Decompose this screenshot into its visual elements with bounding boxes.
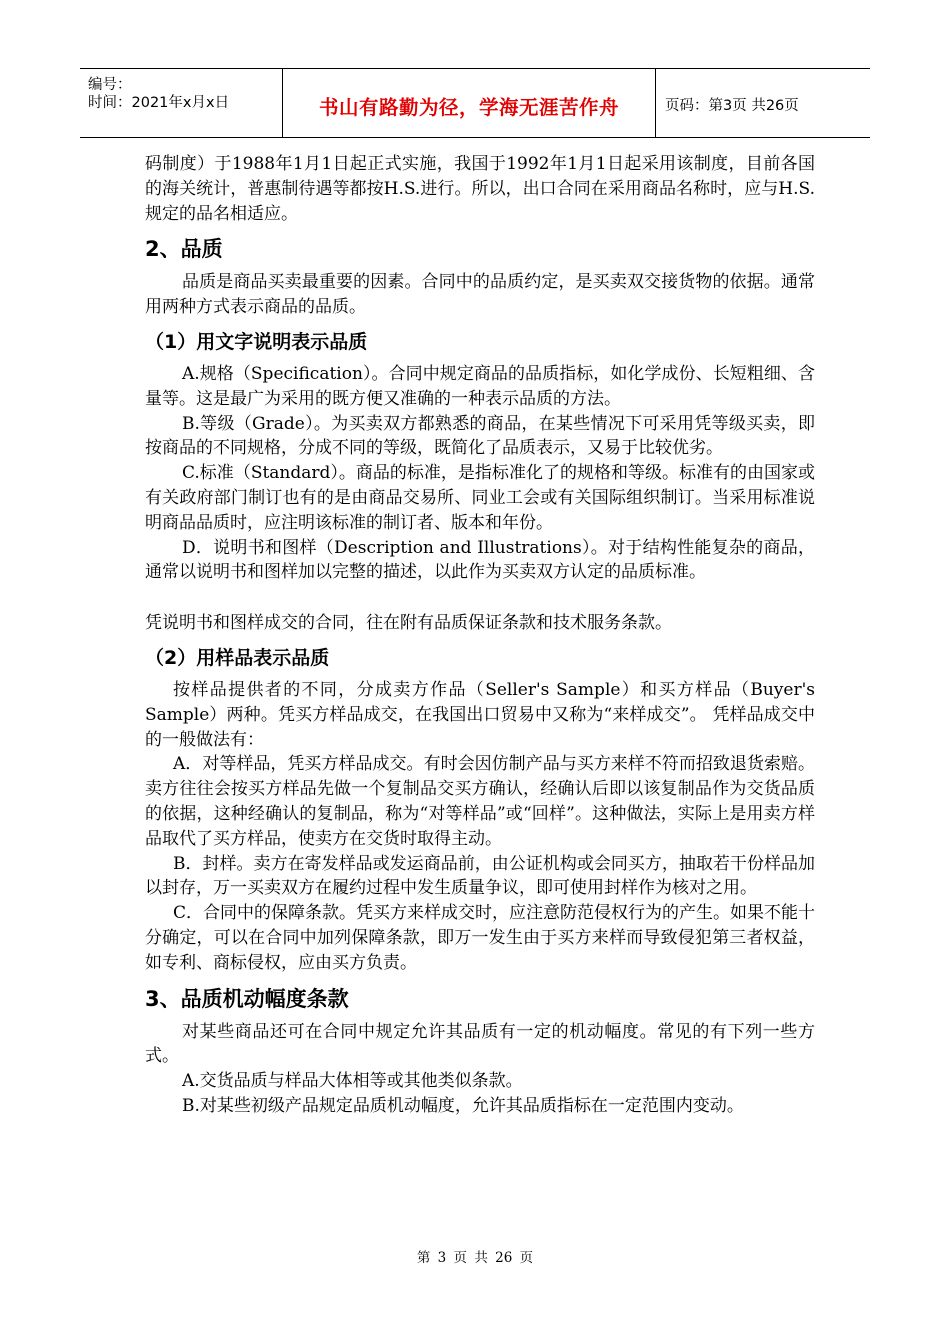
page-footer: 第 3 页 共 26 页 [416,1250,534,1266]
paragraph-counter-sample: A．对等样品，凭买方样品成交。有时会因仿制产品与买方来样不符而招致退货索赔。卖方往往会按买方样品先做一个复制品交买方确认，经确认后即以该复制品作为交货品质的依据，这种经确认的复制品，称为“对等样品”或“回样”。这种做法，实际上是用卖方样品取代了买方样品，使卖方在交货时取得主动。 [145,754,815,849]
paragraph-sample-intro: 按样品提供者的不同，分成卖方作品（Seller's Sample）和买方样品（Buyer's Sample）两种。凭买方样品成交，在我国出口贸易中又称为“来样成交”。 凭样品成交中的一般做法有： [145,679,815,750]
paragraph-description-contract: 凭说明书和图样成交的合同，往在附有品质保证条款和技术服务条款。 [145,613,672,634]
header-motto-cell [282,69,656,137]
paragraph-grade: B.等级（Grade）。为买卖双方都熟悉的商品，在某些情况下可采用凭等级买卖，即按商品的不同规格，分成不同的等级，既简化了品质表示，又易于比较优劣。 [145,413,815,459]
paragraph-description-illustrations: D．说明书和图样（Description and Illustrations）。对于结构性能复杂的商品，通常以说明书和图样加以完整的描述，以此作为买卖双方认定的品质标准。 [145,537,815,583]
paragraph-standard: C.标准（Standard）。商品的标准，是指标准化了的规格和等级。标准有的由国家或有关政府部门制订也有的是由商品交易所、同业工会或有关国际组织制订。当采用标准说明商品品质时，应注明该标准的制订者、版本和年份。 [145,463,815,533]
paragraph-specification: A.规格（Specification）。合同中规定商品的品质指标，如化学成份、长短粗细、含量等。这是最广为采用的既方便又准确的一种表示品质的方法。 [145,363,815,409]
section-heading-quality: 2、品质 [145,237,223,262]
header-page-info: 页码：第3页 共26页 [665,98,799,114]
intro-paragraph: 码制度）于1988年1月1日起正式实施，我国于1992年1月1日起采用该制度，目前各国的海关统计，普惠制待遇等都按H.S.进行。所以，出口合同在采用商品名称时，应与H.S.规定的品名相适应。 [145,154,815,224]
quality-paragraph: 品质是商品买卖最重要的因素。合同中的品质约定，是买卖双交接货物的依据。通常用两种方式表示商品的品质。 [145,272,815,318]
paragraph-range-a: A.交货品质与样品大体相等或其他类似条款。 [182,1071,523,1092]
paragraph-sealed-sample: B．封样。卖方在寄发样品或发运商品前，由公证机构或会同买方，抽取若干份样品加以封存，万一买卖双方在履约过程中发生质量争议，即可使用封样作为核对之用。 [145,853,815,899]
section-heading-quality-range: 3、品质机动幅度条款 [145,986,349,1011]
document-header [80,68,870,138]
header-meta-cell [80,69,282,137]
document-date: 时间：2021年x月x日 [88,95,230,111]
subsection-heading-text-description: （1）用文字说明表示品质 [145,330,368,353]
paragraph-range-b: B.对某些初级产品规定品质机动幅度，允许其品质指标在一定范围内变动。 [182,1095,744,1116]
document-number-label: 编号： [88,77,132,93]
document-body [145,152,815,1119]
subsection-heading-sample: （2）用样品表示品质 [145,646,330,669]
header-page-cell [655,69,870,137]
motto-text: 书山有路勤为径，学海无涯苦作舟 [318,96,619,119]
paragraph-guarantee-clause: C．合同中的保障条款。凭买方来样成交时，应注意防范侵权行为的产生。如果不能十分确定，可以在合同中加列保障条款，即万一发生由于买方来样而导致侵犯第三者权益，如专利、商标侵权，应由买方负责。 [145,903,816,973]
paragraph-range-intro: 对某些商品还可在合同中规定允许其品质有一定的机动幅度。常见的有下列一些方式。 [145,1021,815,1067]
